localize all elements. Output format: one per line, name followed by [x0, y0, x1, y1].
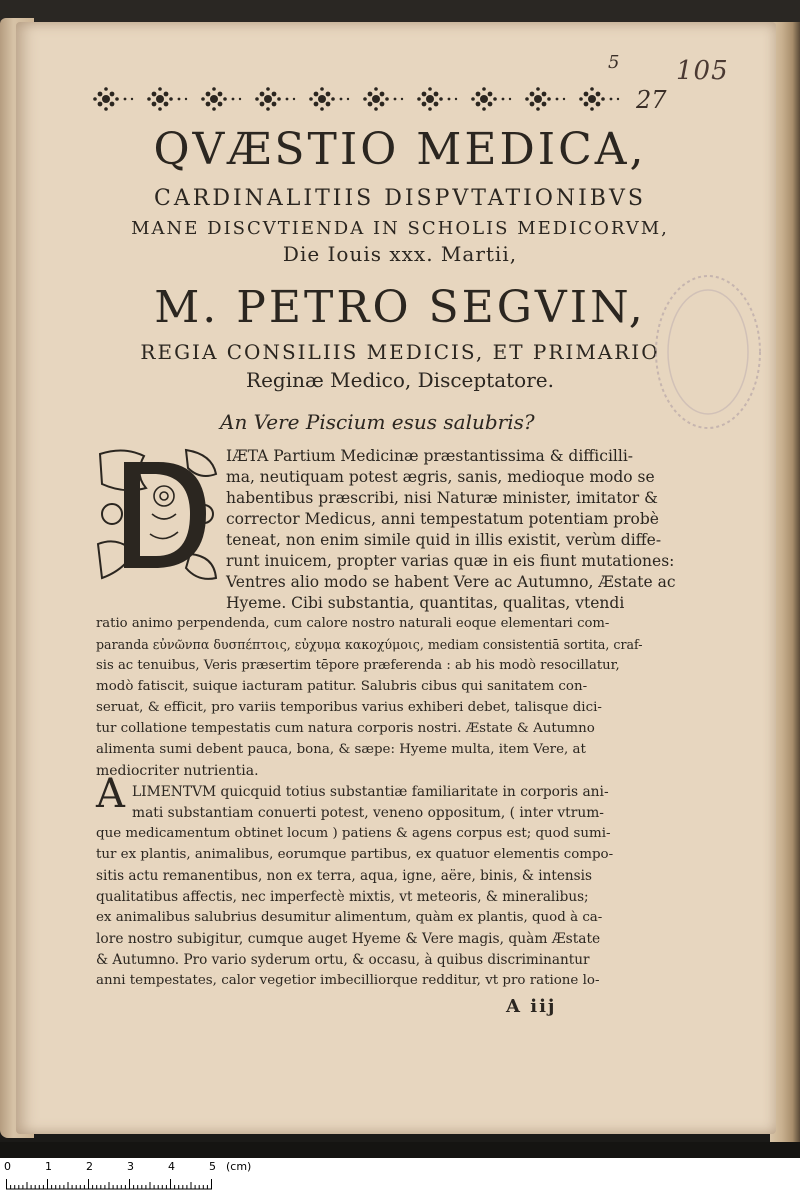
body-line: lore nostro subigitur, cumque auget Hyeme & Vere magis, quàm Æstate [96, 931, 601, 947]
body-line: LIMENTVM quicquid totius substantiæ familiaritate in corporis ani- [132, 784, 609, 800]
body-line: sis ac tenuibus, Veris præsertim tēpore præferenda : ab his modò resocillatur, [96, 658, 620, 673]
ornament-headpiece [92, 86, 628, 112]
scan-background-bottom [0, 1142, 800, 1158]
body-line: que medicamentum obtinet locum ) patiens & agens corpus est; quod sumi- [96, 826, 611, 841]
scale-label: 0 [4, 1160, 11, 1173]
body-line: tur ex plantis, animalibus, eorumque partibus, ex quatuor elementis compo- [96, 847, 614, 862]
body-line: anni tempestates, calor vegetior imbecilliorque redditur, vt pro ratione lo- [96, 973, 600, 988]
scale-label: 5 [209, 1160, 216, 1173]
folio-handwritten-number: 105 [676, 56, 729, 86]
body-line: tur collatione tempestatis cum natura corporis nostri. Æstate & Autumno [96, 721, 595, 736]
body-line: ratio animo perpendenda, cum calore nostro naturali eoque elementari com- [96, 616, 610, 631]
question-heading: An Vere Piscium esus salubris? [220, 410, 535, 434]
scale-label: 4 [168, 1160, 175, 1173]
title-date: Die Iouis xxx. Martii, [282, 242, 518, 266]
body-line: & Autumno. Pro vario syderum ortu, & occasu, à quibus discriminantur [96, 952, 590, 968]
body-line: corrector Medicus, anni tempestatum potentiam probè [226, 510, 659, 528]
body-line: ma, neutiquam potest ægris, sanis, medioque modo se [226, 468, 655, 486]
body-line: qualitatibus affectis, nec imperfectè mixtis, vt meteoris, & mineralibus; [96, 889, 589, 905]
title-cardinalitiis: CARDINALITIIS DISPVTATIONIBVS [154, 186, 646, 211]
body-line: teneat, non enim simile quid in illis existit, verùm diffe- [226, 531, 662, 549]
library-stamp-seal [646, 266, 766, 436]
body-line: runt inuicem, propter varias quæ in eis fiunt mutationes: [226, 552, 675, 570]
title-regia-consiliis: REGIA CONSILIIS MEDICIS, ET PRIMARIO [140, 340, 660, 364]
body-line: mediocriter nutrientia. [96, 763, 259, 779]
paragraph-initial-a: A [96, 771, 125, 817]
scale-label: 3 [127, 1160, 134, 1173]
body-line: alimenta sumi debent pauca, bona, & sæpe: Hyeme multa, item Vere, at [96, 742, 586, 757]
body-line: habentibus præscribi, nisi Naturæ minister, imitator & [226, 489, 658, 507]
body-line: paranda εὐνῶνπα δυσπέπτοις, εὐχυμα κακοχύμοις, mediam consistentiā sortita, craf- [96, 637, 643, 652]
body-line: ex animalibus salubrius desumitur alimentum, quàm ex plantis, quod à ca- [96, 910, 603, 925]
body-line: mati substantiam conuerti potest, veneno oppositum, ( inter vtrum- [132, 805, 604, 821]
body-line: modò fatiscit, suique iacturam patitur. Salubris cibus qui sanitatem con- [96, 679, 588, 694]
scale-label: 1 [45, 1160, 52, 1173]
title-reginae-medico: Reginæ Medico, Disceptatore. [246, 368, 554, 392]
folio-printed-number: 27 [636, 86, 667, 114]
decorated-initial-d [94, 444, 220, 586]
body-line: Ventres alio modo se habent Vere ac Autumno, Æstate ac [226, 573, 676, 591]
signature-mark: A iij [506, 996, 557, 1017]
scan-background-top [0, 0, 800, 24]
scale-unit: (cm) [226, 1160, 252, 1173]
title-mane-discutienda: MANE DISCVTIENDA IN SCHOLIS MEDICORVM, [131, 218, 669, 239]
body-line: IÆTA Partium Medicinæ præstantissima & difficilli- [226, 447, 634, 465]
scale-ruler-ticks [6, 1178, 214, 1190]
folio-small-number: 5 [608, 52, 620, 73]
body-line: seruat, & efficit, pro variis temporibus varius exhiberi debet, talisque dici- [96, 700, 602, 715]
title-petro-seguin: M. PETRO SEGVIN, [154, 282, 646, 333]
title-quaestio-medica: QVÆSTIO MEDICA, [153, 124, 647, 175]
scale-label: 2 [86, 1160, 93, 1173]
body-line: Hyeme. Cibi substantia, quantitas, qualitas, vtendi [226, 594, 625, 612]
body-line: sitis actu remanentibus, non ex terra, aqua, igne, aëre, binis, & intensis [96, 868, 592, 884]
